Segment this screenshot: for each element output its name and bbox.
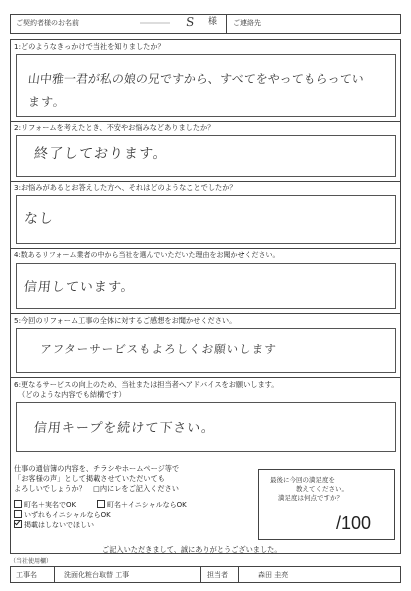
staff-value: 森田 圭亮 [258, 571, 289, 579]
work-name-value: 洗面化粧台取替 工事 [64, 571, 130, 579]
consent-option-4[interactable] [14, 520, 94, 530]
answer-1-line-1: 山中雅一君が私の娘の兄ですから、すべてをやってもらってい [27, 72, 365, 86]
checkbox-checked[interactable] [14, 520, 22, 528]
question-1: 1:どのようなきっかけで当社を知りましたか？ [14, 42, 165, 51]
answer-6: 信用キープを続けて下さい。 [33, 421, 216, 436]
checkbox[interactable] [14, 500, 22, 508]
office-divider-2 [200, 566, 201, 583]
question-6-line-2: （どのような内容でも結構です） [18, 390, 126, 399]
checkbox[interactable] [14, 510, 22, 518]
rating-score: /100 [336, 513, 372, 533]
rating-prompt-1: 最後に今回の満足度を [270, 476, 335, 484]
work-name-label: 工事名 [16, 571, 37, 579]
staff-label: 担当者 [207, 571, 228, 579]
name-value: S [185, 15, 196, 29]
contact-label: ご連絡先 [233, 19, 261, 27]
divider-6 [10, 377, 401, 378]
answer-1-line-2: ます。 [27, 95, 67, 109]
option-label: いずれもイニシャルならOK [24, 511, 111, 519]
office-divider-3 [238, 566, 239, 583]
consent-text-3: よろしいでしょうか？ □内にレをご記入ください [14, 484, 179, 493]
divider-2 [10, 121, 401, 122]
checkbox[interactable] [97, 500, 105, 508]
question-5: 5:今回のリフォーム工事の全体に対するご感想をお聞かせください。 [14, 316, 237, 325]
answer-2: 終了しております。 [33, 146, 169, 162]
divider-5 [10, 313, 401, 314]
consent-text-2: 「お客様の声」として掲載させていただいても [14, 474, 165, 483]
header-divider [226, 14, 227, 34]
question-6-line-1: 6:更なるサービスの向上のため、当社または担当者へアドバイスをお願いします。 [14, 380, 279, 389]
rating-prompt-3: 満足度は何点ですか？ [278, 494, 343, 502]
thanks-message: ご記入いただきまして、誠にありがとうございました。 [102, 545, 282, 554]
office-use-label: （当社使用欄） [10, 558, 53, 565]
consent-option-2[interactable] [97, 500, 187, 510]
answer-5: アフターサービスもよろしくお願いします [39, 342, 278, 356]
question-2: 2:リフォームを考えたとき、不安やお悩みなどありましたか？ [14, 123, 215, 132]
office-divider-1 [54, 566, 55, 583]
divider-4 [10, 248, 401, 249]
question-3: 3:お悩みがあるとお答えした方へ、それはどのようなことでしたか？ [14, 183, 237, 192]
honorific: 様 [208, 17, 218, 27]
option-label: 掲載はしないでほしい [24, 521, 94, 529]
option-label: 町名＋実名でOK [24, 501, 77, 509]
option-label: 町名＋イニシャルならOK [107, 501, 187, 509]
answer-4: 信用しています。 [23, 280, 136, 295]
question-4: 4:数あるリフォーム業者の中から当社を選んでいただいた理由をお聞かせください。 [14, 251, 280, 259]
rating-prompt-2: 教えてください。 [296, 485, 348, 493]
answer-3: なし [23, 211, 55, 227]
answer-box-3 [16, 195, 396, 244]
consent-text-1: 仕事の通信簿の内容を、チラシやホームページ等で [14, 464, 180, 473]
consent-option-3[interactable] [14, 510, 111, 520]
name-redaction [140, 22, 170, 24]
divider-3 [10, 181, 401, 182]
consent-option-1[interactable] [14, 500, 76, 510]
name-label: ご契約者様のお名前 [16, 19, 79, 27]
